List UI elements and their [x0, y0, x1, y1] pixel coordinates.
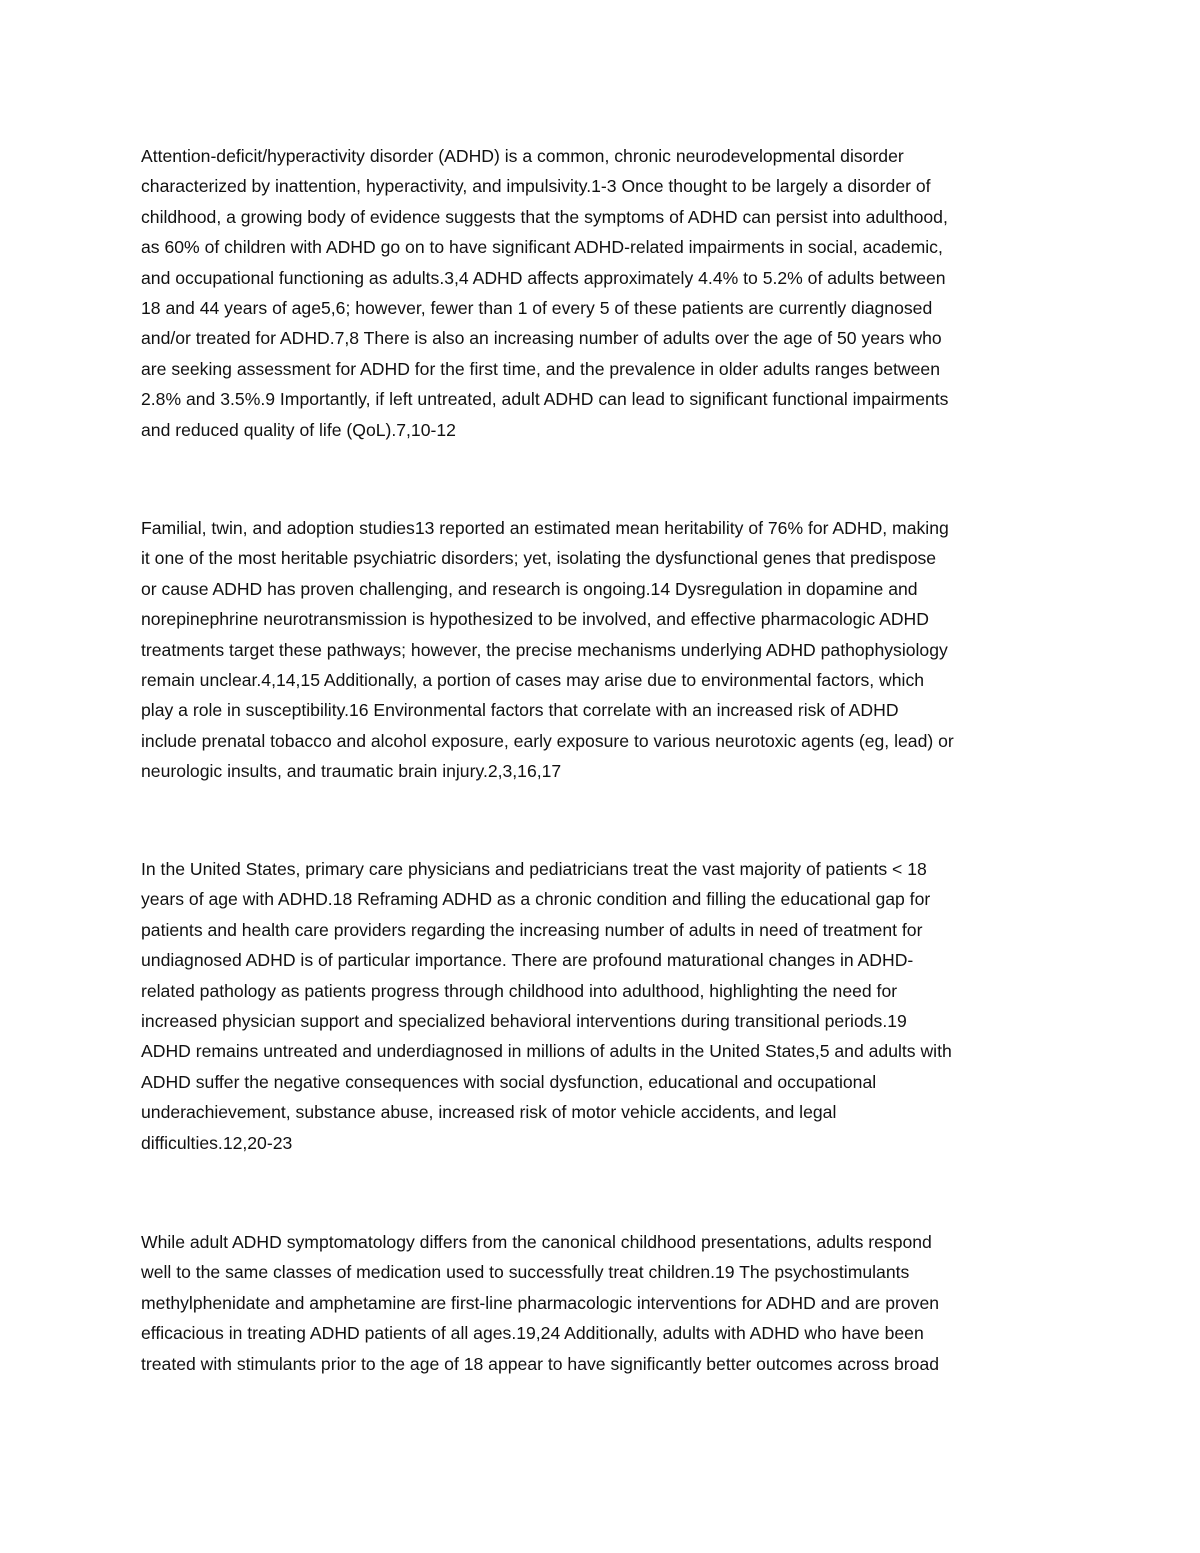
text-line: underachievement, substance abuse, increased risk of motor vehicle accidents, and legal [141, 1102, 837, 1123]
text-line: In the United States, primary care physicians and pediatricians treat the vast majority of patients < 18 [141, 859, 927, 879]
paragraph-primary-care [141, 854, 1071, 1158]
text-line: childhood, a growing body of evidence suggests that the symptoms of ADHD can persist into adulthood, [141, 206, 948, 227]
text-line: treatments target these pathways; however, the precise mechanisms underlying ADHD pathophysiology [141, 639, 948, 660]
text-line: treated with stimulants prior to the age of 18 appear to have significantly better outcomes across broad [141, 1353, 940, 1374]
text-line: difficulties.12,20-23 [141, 1132, 293, 1153]
paragraph-treatment [141, 1227, 1071, 1379]
text-line: neurologic insults, and traumatic brain injury.2,3,16,17 [141, 761, 562, 782]
text-line: it one of the most heritable psychiatric disorders; yet, isolating the dysfunctional genes that predispose [141, 548, 937, 569]
text-line: or cause ADHD has proven challenging, and research is ongoing.14 Dysregulation in dopamine and [141, 578, 918, 599]
text-line: include prenatal tobacco and alcohol exposure, early exposure to various neurotoxic agents (eg, lead) or [141, 730, 954, 751]
text-line: well to the same classes of medication used to successfully treat children.19 The psychostimulants [141, 1262, 910, 1283]
text-line: efficacious in treating ADHD patients of all ages.19,24 Additionally, adults with ADHD who have been [141, 1323, 924, 1344]
text-line: undiagnosed ADHD is of particular importance. There are profound maturational changes in ADHD- [141, 950, 914, 971]
text-line: play a role in susceptibility.16 Environmental factors that correlate with an increased risk of ADHD [141, 700, 899, 721]
text-line: 2.8% and 3.5%.9 Importantly, if left untreated, adult ADHD can lead to significant functional impairments [141, 389, 949, 410]
text-line: increased physician support and specialized behavioral interventions during transitional periods.19 [141, 1011, 907, 1032]
text-line: Attention-deficit/hyperactivity disorder (ADHD) is a common, chronic neurodevelopmental disorder [141, 146, 904, 166]
text-line: Familial, twin, and adoption studies13 reported an estimated mean heritability of 76% for ADHD, making [141, 518, 949, 538]
text-line: patients and health care providers regarding the increasing number of adults in need of treatment for [141, 919, 923, 940]
text-line: and occupational functioning as adults.3,4 ADHD affects approximately 4.4% to 5.2% of adults between [141, 267, 946, 288]
text-line: are seeking assessment for ADHD for the first time, and the prevalence in older adults ranges between [141, 358, 940, 379]
text-line: While adult ADHD symptomatology differs from the canonical childhood presentations, adults respond [141, 1232, 932, 1252]
text-line: years of age with ADHD.18 Reframing ADHD as a chronic condition and filling the educational gap for [141, 889, 931, 910]
paragraph-heritability [141, 513, 1071, 787]
text-line: as 60% of children with ADHD go on to have significant ADHD-related impairments in social, academic, [141, 237, 943, 258]
paragraph-adhd-overview [141, 141, 1071, 445]
text-line: and/or treated for ADHD.7,8 There is also an increasing number of adults over the age of 50 years who [141, 328, 942, 349]
text-line: characterized by inattention, hyperactivity, and impulsivity.1-3 Once thought to be largely a disorder of [141, 176, 931, 197]
text-line: 18 and 44 years of age5,6; however, fewer than 1 of every 5 of these patients are currently diagnosed [141, 298, 933, 319]
text-line: ADHD remains untreated and underdiagnosed in millions of adults in the United States,5 and adults with [141, 1041, 952, 1062]
text-line: methylphenidate and amphetamine are first-line pharmacologic interventions for ADHD and are proven [141, 1292, 940, 1313]
text-line: norepinephrine neurotransmission is hypothesized to be involved, and effective pharmacologic ADHD [141, 609, 929, 630]
text-line: and reduced quality of life (QoL).7,10-12 [141, 419, 456, 440]
text-line: remain unclear.4,14,15 Additionally, a portion of cases may arise due to environmental factors, which [141, 670, 925, 691]
text-line: ADHD suffer the negative consequences with social dysfunction, educational and occupational [141, 1071, 877, 1092]
text-line: related pathology as patients progress through childhood into adulthood, highlighting the need for [141, 980, 898, 1001]
